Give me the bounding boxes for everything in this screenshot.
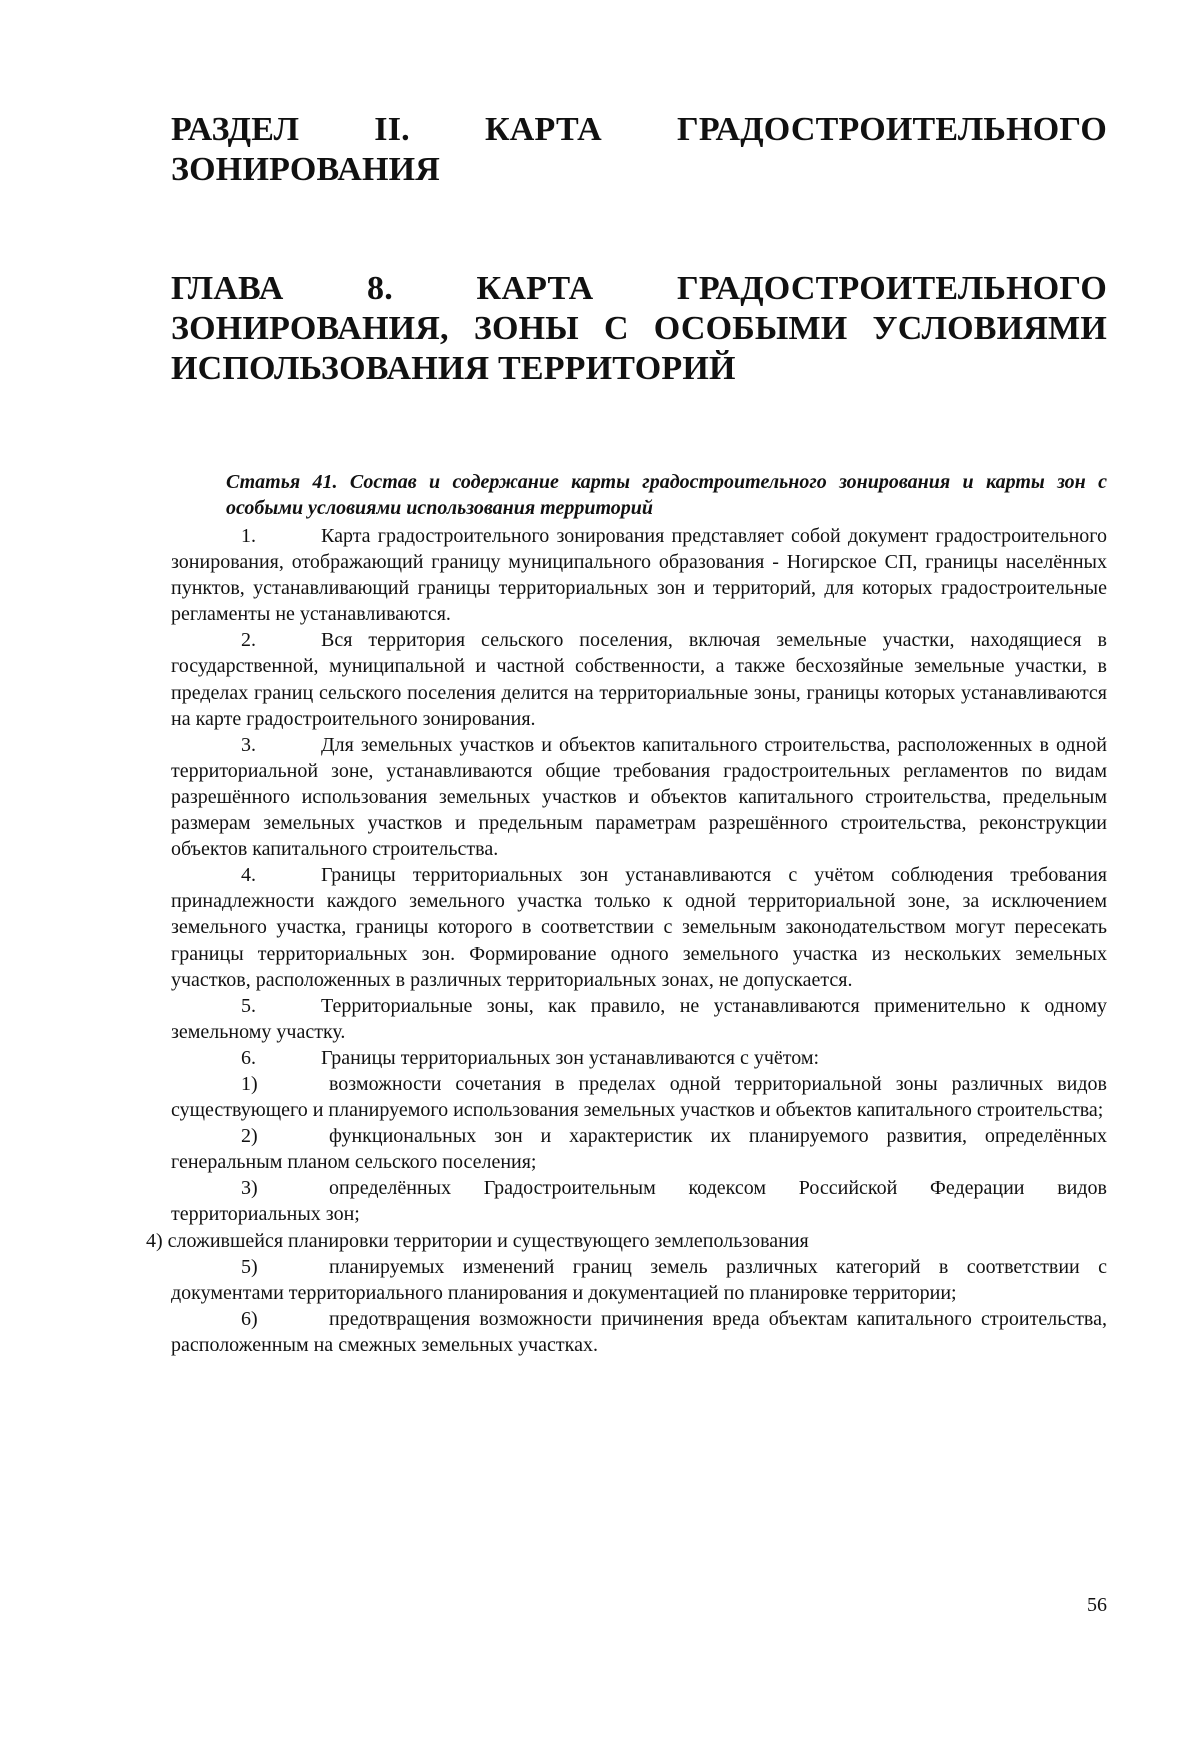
- subitem-6: [171, 1306, 1107, 1358]
- paragraph-4: [171, 862, 1107, 992]
- paragraph-text: Карта градостроительного зонирования представляет собой документ градостроительного зонирования, отображающий границу муниципального образования - Ногирское СП, границы населённых пунктов, устанавливающий границы территориальных зон и территорий, для которых градостроительные регламенты не устанавливаются.: [171, 525, 1107, 626]
- paragraph-text: Территориальные зоны, как правило, не устанавливаются применительно к одному земельному участку.: [171, 994, 1107, 1043]
- subitem-text: определённых Градостроительным кодексом Российской Федерации видов территориальных зон;: [171, 1177, 1107, 1226]
- paragraph-number: 3.: [241, 733, 256, 756]
- subitem-text: возможности сочетания в пределах одной территориальной зоны различных видов существующего и планируемого использования земельных участков и объектов капитального строительства;: [171, 1072, 1107, 1122]
- subitem-text: сложившейся планировки территории и существующего землепользования: [167, 1229, 809, 1252]
- subitem-1: [171, 1071, 1107, 1123]
- paragraph-text: Вся территория сельского поселения, включая земельные участки, находящиеся в государственной, муниципальной и частной собственности, а также бесхозяйные земельные участки, в пределах границ сельского поселения делится на территориальные зоны, границы которых устанавливаются на карте градостроительного зонирования.: [171, 629, 1107, 730]
- subitem-number: 5): [241, 1255, 258, 1278]
- subitem-5: [171, 1254, 1107, 1306]
- subitem-text: планируемых изменений границ земель различных категорий в соответствии с документами территориального планирования и документацией по планировке территории;: [171, 1255, 1107, 1304]
- subitem-4: [146, 1228, 1107, 1254]
- paragraph-5: [171, 993, 1107, 1045]
- subitem-number: 1): [241, 1072, 258, 1095]
- article-title: Статья 41. Состав и содержание карты градостроительного зонирования и карты зон с особыми условиями использования территорий: [226, 471, 1107, 519]
- subitem-2: [171, 1123, 1107, 1175]
- paragraph-text: Для земельных участков и объектов капитального строительства, расположенных в одной территориальной зоне, устанавливаются общие требования градостроительных регламентов по видам разрешённого использования земельных участков и объектов капитального строительства, предельным размерам земельных участков и предельным параметрам разрешённого строительства, реконструкции объектов капитального строительства.: [171, 733, 1107, 861]
- paragraph-text: Границы территориальных зон устанавливаются с учётом соблюдения требования принадлежности каждого земельного участка только к одной территориальной зоне, за исключением земельного участка, границы которого в соответствии с земельным законодательством могут пересекать границы территориальных зон. Формирование одного земельного участка из нескольких земельных участков, расположенных в различных территориальных зонах, не допускается.: [171, 864, 1107, 991]
- paragraph-2: [171, 627, 1107, 731]
- chapter-heading: ГЛАВА 8. КАРТА ГРАДОСТРОИТЕЛЬНОГО ЗОНИРОВАНИЯ, ЗОНЫ С ОСОБЫМИ УСЛОВИЯМИ ИСПОЛЬЗОВАНИЯ ТЕРРИТОРИЙ: [171, 270, 1107, 387]
- subitem-number: 3): [241, 1177, 258, 1200]
- paragraph-number: 1.: [241, 525, 256, 547]
- paragraph-number: 5.: [241, 994, 256, 1017]
- subitem-number: 6): [241, 1307, 258, 1330]
- subitem-3: [171, 1175, 1107, 1227]
- paragraph-3: [171, 732, 1107, 862]
- section-heading: РАЗДЕЛ II. КАРТА ГРАДОСТРОИТЕЛЬНОГО ЗОНИРОВАНИЯ: [171, 111, 1107, 188]
- paragraph-text: Границы территориальных зон устанавливаются с учётом:: [321, 1046, 820, 1069]
- subitem-text: предотвращения возможности причинения вреда объектам капитального строительства, расположенным на смежных земельных участках.: [171, 1307, 1107, 1356]
- page-content: [146, 110, 1107, 1358]
- subitem-number: 4): [146, 1229, 163, 1252]
- paragraph-6: [171, 1045, 1107, 1071]
- page-number: 56: [1087, 1594, 1107, 1616]
- subitem-number: 2): [241, 1125, 258, 1148]
- subitem-text: функциональных зон и характеристик их планируемого развития, определённых генеральным планом сельского поселения;: [171, 1125, 1107, 1174]
- paragraph-number: 4.: [241, 864, 256, 887]
- paragraph-number: 6.: [241, 1046, 256, 1069]
- paragraph-number: 2.: [241, 629, 256, 652]
- paragraph-1: [171, 523, 1107, 627]
